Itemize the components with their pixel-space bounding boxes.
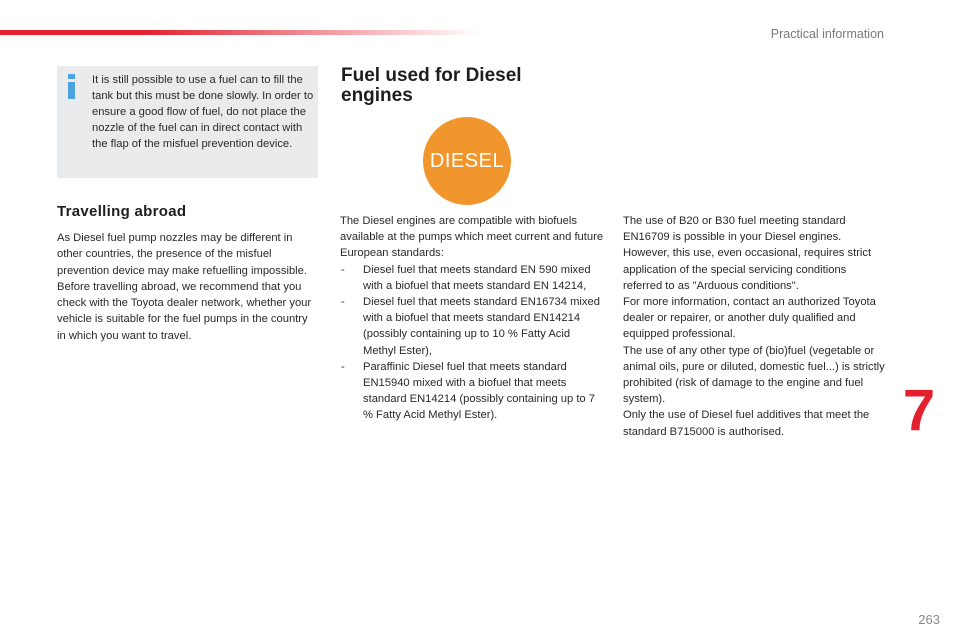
diesel-standards-column xyxy=(340,213,605,424)
info-note-box xyxy=(57,66,318,178)
travelling-abroad-body xyxy=(57,230,319,344)
paragraph: The Diesel engines are compatible with biofuels available at the pumps which meet current and future European standards: xyxy=(340,215,604,260)
paragraph: For more information, contact an authorized Toyota dealer or repairer, or another duly qualified and equipped professional. xyxy=(623,296,876,341)
header-accent-bar xyxy=(0,30,480,35)
list-item: - Diesel fuel that meets standard EN 590 mixed with a biofuel that meets standard EN 14214, xyxy=(340,262,605,294)
section-title: Practical information xyxy=(770,27,884,41)
list-item: - Diesel fuel that meets standard EN16734 mixed with a biofuel that meets standard EN14214 (possibly containing up to 10 % Fatty Acid Methyl Ester), xyxy=(340,294,605,359)
paragraph: The use of B20 or B30 fuel meeting standard EN16709 is possible in your Diesel engines. However, this use, even occasional, requires strict application of the special servicing conditions referred to as "Arduous conditions". xyxy=(623,215,872,292)
diesel-usage-column xyxy=(623,213,885,440)
paragraph: The use of any other type of (bio)fuel (vegetable or animal oils, pure or diluted, domestic fuel...) is strictly prohibited (risk of damage to the engine and fuel system). xyxy=(623,344,885,406)
info-icon xyxy=(65,74,77,100)
heading-travelling-abroad: Travelling abroad xyxy=(57,203,187,220)
list-item: - Paraffinic Diesel fuel that meets standard EN15940 mixed with a biofuel that meets standard EN14214 (possibly containing up to 7 % Fatty Acid Methyl Ester). xyxy=(340,359,605,424)
heading-diesel-fuel: Fuel used for Diesel engines xyxy=(341,65,522,106)
page-number: 263 xyxy=(918,612,940,627)
paragraph: As Diesel fuel pump nozzles may be different in other countries, the presence of the misfuel prevention device may make refuelling impossible. xyxy=(57,232,307,277)
standards-list xyxy=(340,262,605,424)
info-note-text: It is still possible to use a fuel can to fill the tank but this must be done slowly. In order to ensure a good flow of fuel, do not place the nozzle of the fuel can in direct contact with the flap of the misfuel prevention device. xyxy=(92,74,314,150)
diesel-badge: DIESEL xyxy=(423,117,511,205)
chapter-number: 7 xyxy=(902,378,936,443)
paragraph: Only the use of Diesel fuel additives that meet the standard B715000 is authorised. xyxy=(623,409,870,438)
paragraph: Before travelling abroad, we recommend that you check with the Toyota dealer network, whether your vehicle is suitable for the fuel pumps in the country in which you want to travel. xyxy=(57,280,312,342)
